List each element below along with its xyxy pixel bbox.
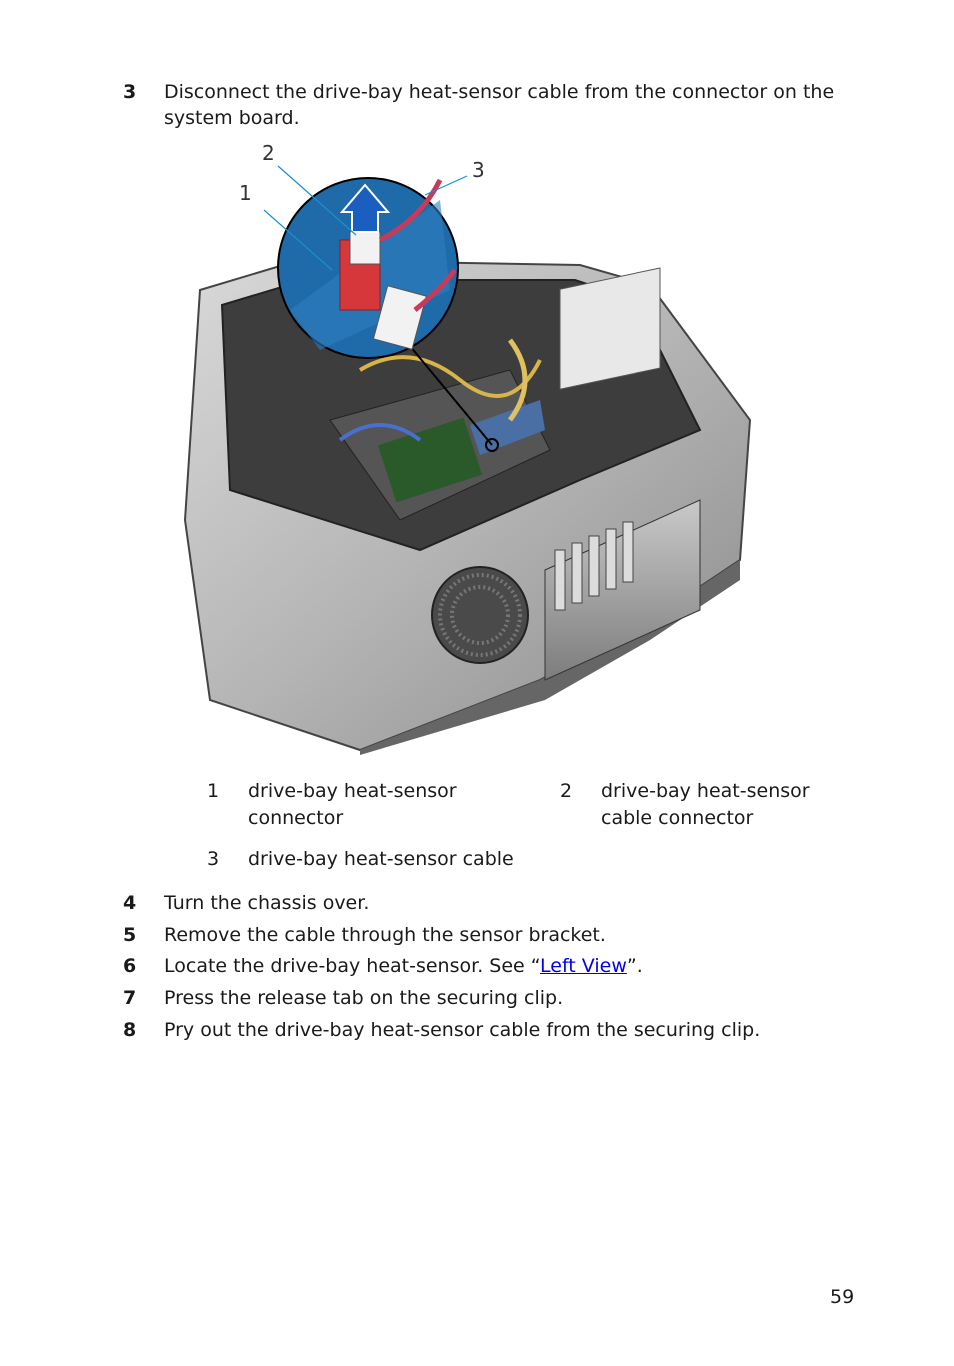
fan-grille bbox=[432, 567, 528, 663]
callout-number-1: 1 bbox=[239, 181, 252, 205]
callout-number: 3 bbox=[207, 848, 220, 870]
step-number: 8 bbox=[123, 1019, 137, 1041]
step-text: Turn the chassis over. bbox=[164, 892, 370, 914]
step-number: 7 bbox=[123, 987, 137, 1009]
step-text: Disconnect the drive-bay heat-sensor cable from the connector on the system board. bbox=[164, 81, 835, 129]
step-number: 6 bbox=[123, 955, 137, 977]
step-text-after: ”. bbox=[626, 955, 643, 977]
step-text: Pry out the drive-bay heat-sensor cable from the securing clip. bbox=[164, 1019, 761, 1041]
callout-number: 1 bbox=[207, 780, 220, 802]
chassis-figure bbox=[180, 140, 770, 755]
step-text: Press the release tab on the securing clip. bbox=[164, 987, 564, 1009]
callout-label: drive-bay heat-sensor cable bbox=[248, 848, 514, 870]
callout-number-2: 2 bbox=[262, 141, 275, 165]
left-view-link[interactable]: Left View bbox=[540, 955, 627, 977]
chassis-illustration bbox=[180, 140, 770, 755]
step-number: 4 bbox=[123, 892, 137, 914]
heat-sensor-cable-connector bbox=[350, 232, 380, 264]
callout-label: drive-bay heat-sensor connector bbox=[248, 780, 457, 829]
callout-number: 2 bbox=[560, 780, 573, 802]
step-number: 5 bbox=[123, 924, 137, 946]
drive-bay bbox=[560, 268, 660, 389]
callout-number-3: 3 bbox=[472, 158, 485, 182]
step-text-before: Locate the drive-bay heat-sensor. See “ bbox=[164, 955, 541, 977]
step-text: Remove the cable through the sensor bracket. bbox=[164, 924, 606, 946]
step-text bbox=[164, 953, 844, 979]
callout-label: drive-bay heat-sensor cable connector bbox=[601, 780, 810, 829]
callout-line-3 bbox=[425, 176, 467, 195]
step-number: 3 bbox=[123, 81, 137, 103]
page-number: 59 bbox=[830, 1286, 855, 1308]
